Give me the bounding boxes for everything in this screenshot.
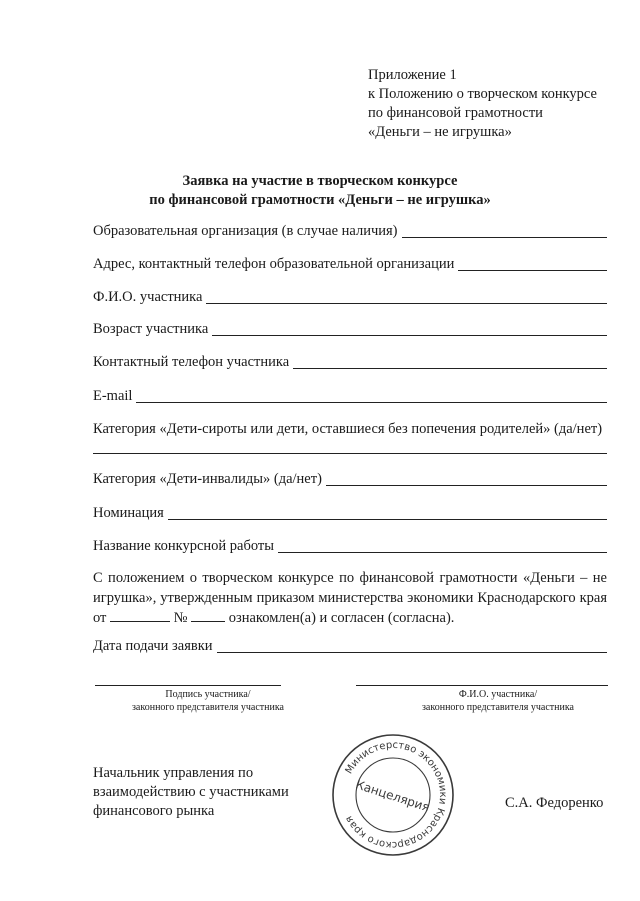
nomination-row (93, 504, 607, 522)
agreement-number-field[interactable] (191, 608, 225, 622)
stamp-center-text: Канцелярия (354, 777, 432, 815)
email-field[interactable] (136, 388, 607, 403)
title-line-1: Заявка на участие в творческом конкурсе (182, 173, 458, 189)
signatory-name: С.А. Федоренко (505, 795, 604, 811)
agreement-line-3 (93, 608, 607, 629)
fio-row (93, 288, 607, 306)
annex-line-3: по финансовой грамотности (368, 105, 543, 121)
agreement-paragraph (93, 569, 607, 629)
nomination-label: Номинация (93, 505, 164, 521)
disabled-row (93, 470, 607, 488)
fio-caption-line-1: Ф.И.О. участника/ (458, 689, 538, 700)
annex-line-1: Приложение 1 (368, 67, 457, 83)
email-row (93, 387, 607, 405)
office-stamp (328, 730, 458, 860)
agreement-line-2: игрушка», утвержденным приказом министерства экономики Краснодарского края (93, 589, 607, 606)
organization-row (93, 222, 607, 240)
organization-field[interactable] (402, 223, 607, 238)
organization-label: Образовательная организация (в случае наличия) (93, 223, 398, 239)
fio-caption-line-2: законного представителя участника (421, 702, 574, 713)
disabled-label: Категория «Дети-инвалиды» (да/нет) (93, 471, 322, 487)
document-title (0, 172, 640, 210)
annex-line-4: «Деньги – не игрушка» (368, 124, 512, 140)
signature-caption-line-1: Подпись участника/ (165, 689, 251, 700)
address-field[interactable] (458, 256, 607, 271)
annex-block (368, 66, 597, 142)
fio-signature-caption (390, 688, 606, 714)
nomination-field[interactable] (168, 505, 607, 520)
date-row (93, 637, 607, 655)
position-line-3: финансового рынка (93, 803, 215, 819)
phone-row (93, 353, 607, 371)
orphans-field[interactable] (93, 452, 607, 454)
signature-line[interactable] (95, 684, 281, 686)
agreement-number-sign: № (173, 610, 188, 626)
age-label: Возраст участника (93, 321, 209, 337)
orphans-label: Категория «Дети-сироты или дети, оставшиеся без попечения родителей» (да/нет) (93, 421, 603, 437)
address-label: Адрес, контактный телефон образовательной организации (93, 256, 455, 272)
fio-signature-line[interactable] (356, 684, 608, 686)
signature-caption (95, 688, 321, 714)
agreement-date-field[interactable] (110, 608, 170, 622)
work-title-field[interactable] (278, 538, 607, 553)
stamp-ring-text: Министерство экономики Краснодарского края (343, 739, 449, 851)
position-line-2: взаимодействию с участниками (93, 784, 289, 800)
phone-label: Контактный телефон участника (93, 354, 290, 370)
annex-line-2: к Положению о творческом конкурсе (368, 86, 597, 102)
agreement-from: от (93, 610, 107, 626)
phone-field[interactable] (293, 354, 607, 369)
fio-label: Ф.И.О. участника (93, 289, 203, 305)
address-row (93, 255, 607, 273)
agreement-line-1: С положением о творческом конкурсе по финансовой грамотности «Деньги – не (93, 570, 607, 586)
email-label: E-mail (93, 388, 133, 404)
title-line-2: по финансовой грамотности «Деньги – не игрушка» (149, 192, 491, 208)
age-field[interactable] (212, 321, 607, 336)
agreement-rest: ознакомлен(а) и согласен (согласна). (228, 610, 455, 626)
signature-caption-line-2: законного представителя участника (131, 702, 284, 713)
disabled-field[interactable] (326, 471, 607, 486)
fio-field[interactable] (206, 289, 607, 304)
work-title-row (93, 537, 607, 555)
work-title-label: Название конкурсной работы (93, 538, 274, 554)
orphans-row (93, 420, 607, 438)
date-label: Дата подачи заявки (93, 638, 213, 654)
date-field[interactable] (217, 638, 607, 653)
official-position (93, 764, 289, 821)
position-line-1: Начальник управления по (93, 765, 254, 781)
age-row (93, 320, 607, 338)
